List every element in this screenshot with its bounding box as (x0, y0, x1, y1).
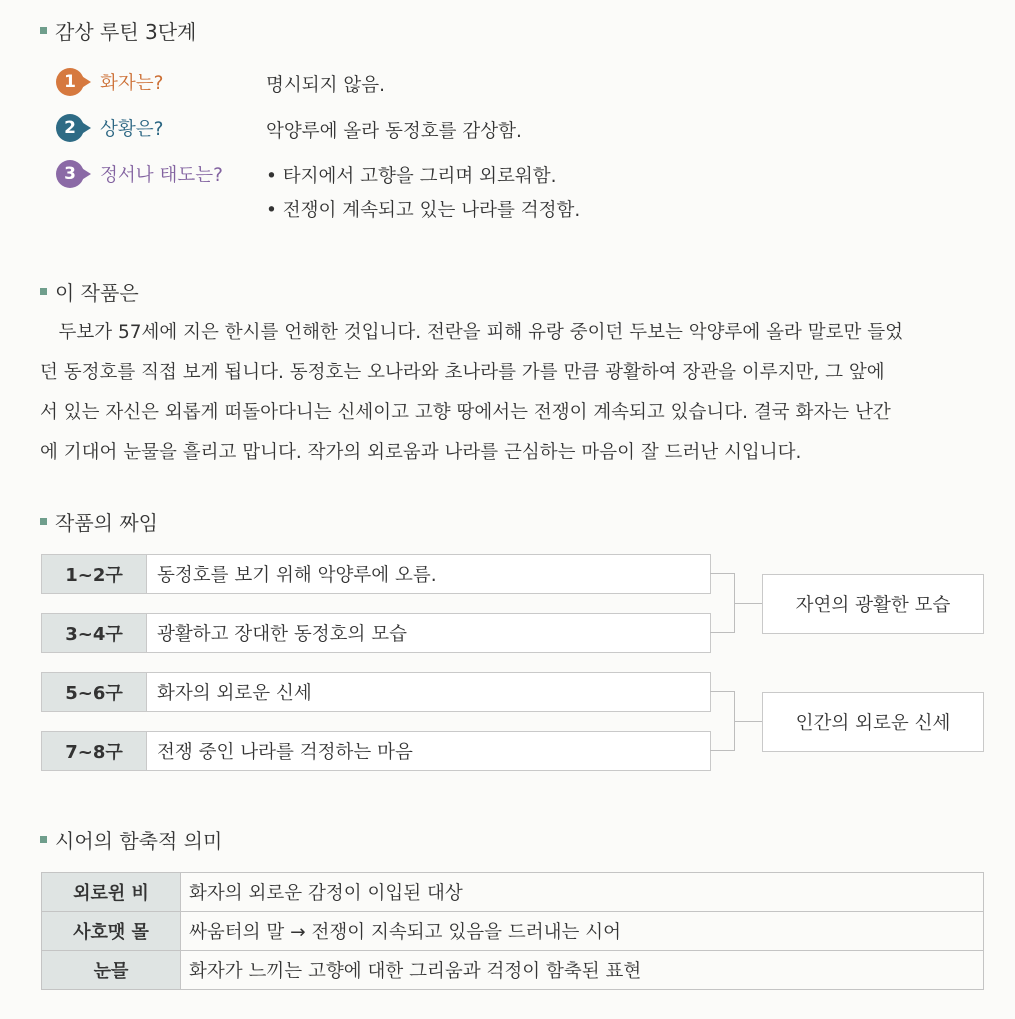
section-title-structure: 작품의 짜임 (40, 507, 158, 536)
meaning-term: 눈믈 (42, 951, 181, 989)
number-badge-icon: 2 (56, 114, 100, 142)
meaning-term: 사호맷 몰 (42, 912, 181, 950)
meaning-table (41, 872, 984, 990)
structure-row-text: 동정호를 보기 위해 악양루에 오름. (157, 565, 437, 586)
routine-question: 상황은? (100, 119, 164, 140)
structure-row (41, 731, 711, 771)
structure-row-text: 화자의 외로운 신세 (157, 683, 312, 704)
meaning-term: 외로윈 비 (42, 873, 181, 911)
routine-question: 정서나 태도는? (100, 165, 223, 186)
structure-row-text: 광활하고 장대한 동정호의 모습 (157, 624, 407, 645)
connector-line (710, 573, 734, 574)
connector-line (734, 721, 762, 722)
routine-answer: • 타지에서 고향을 그리며 외로워함. (266, 166, 557, 187)
section-title-meaning: 시어의 함축적 의미 (40, 825, 222, 854)
description-line: 서 있는 자신은 외롭게 떠돌아다니는 신세이고 고향 땅에서는 전쟁이 계속되고 있습니다. 결국 화자는 난간 (40, 402, 891, 423)
structure-row-text: 전쟁 중인 나라를 걱정하는 마음 (157, 742, 413, 763)
number-badge-icon: 3 (56, 160, 100, 188)
structure-row (41, 554, 711, 594)
section-bullet-icon (40, 27, 47, 34)
routine-item-situation (56, 114, 163, 142)
structure-group-box: 인간의 외로운 신세 (762, 692, 984, 752)
meaning-text: 싸움터의 말 → 전쟁이 지속되고 있음을 드러내는 시어 (189, 922, 621, 943)
connector-line (710, 750, 734, 751)
structure-row (41, 672, 711, 712)
connector-line (710, 632, 734, 633)
work-description (40, 313, 1000, 473)
description-line: 에 기대어 눈물을 흘리고 맙니다. 작가의 외로움과 나라를 근심하는 마음이 잘 드러난 시입니다. (40, 442, 802, 463)
routine-item-emotion (56, 160, 223, 188)
section-bullet-icon (40, 288, 47, 295)
meaning-row (42, 873, 983, 912)
section-bullet-icon (40, 836, 47, 843)
structure-row-label: 1~2구 (42, 555, 147, 593)
description-line: 던 동정호를 직접 보게 됩니다. 동정호는 오나라와 초나라를 가를 만큼 광활하여 장관을 이루지만, 그 앞에 (40, 362, 885, 383)
routine-question: 화자는? (100, 73, 164, 94)
structure-row (41, 613, 711, 653)
meaning-text: 화자의 외로운 감정이 이입된 대상 (189, 883, 463, 904)
routine-answer: 명시되지 않음. (266, 75, 385, 96)
structure-group-box: 자연의 광활한 모습 (762, 574, 984, 634)
number-badge-icon: 1 (56, 68, 100, 96)
description-line: 두보가 57세에 지은 한시를 언해한 것입니다. 전란을 피해 유랑 중이던 두보는 악양루에 올라 말로만 들었 (40, 322, 903, 343)
meaning-text: 화자가 느끼는 고향에 대한 그리움과 걱정이 함축된 표현 (189, 961, 642, 982)
section-bullet-icon (40, 518, 47, 525)
structure-row-label: 3~4구 (42, 614, 147, 652)
connector-line (734, 603, 762, 604)
structure-row-label: 5~6구 (42, 673, 147, 711)
structure-row-label: 7~8구 (42, 732, 147, 770)
section-title-routine: 감상 루틴 3단계 (40, 16, 196, 45)
section-title-about: 이 작품은 (40, 277, 139, 306)
meaning-row (42, 951, 983, 989)
routine-answer: • 전쟁이 계속되고 있는 나라를 걱정함. (266, 200, 581, 221)
routine-answer: 악양루에 올라 동정호를 감상함. (266, 121, 522, 142)
routine-item-speaker (56, 68, 163, 96)
connector-line (710, 691, 734, 692)
meaning-row (42, 912, 983, 951)
